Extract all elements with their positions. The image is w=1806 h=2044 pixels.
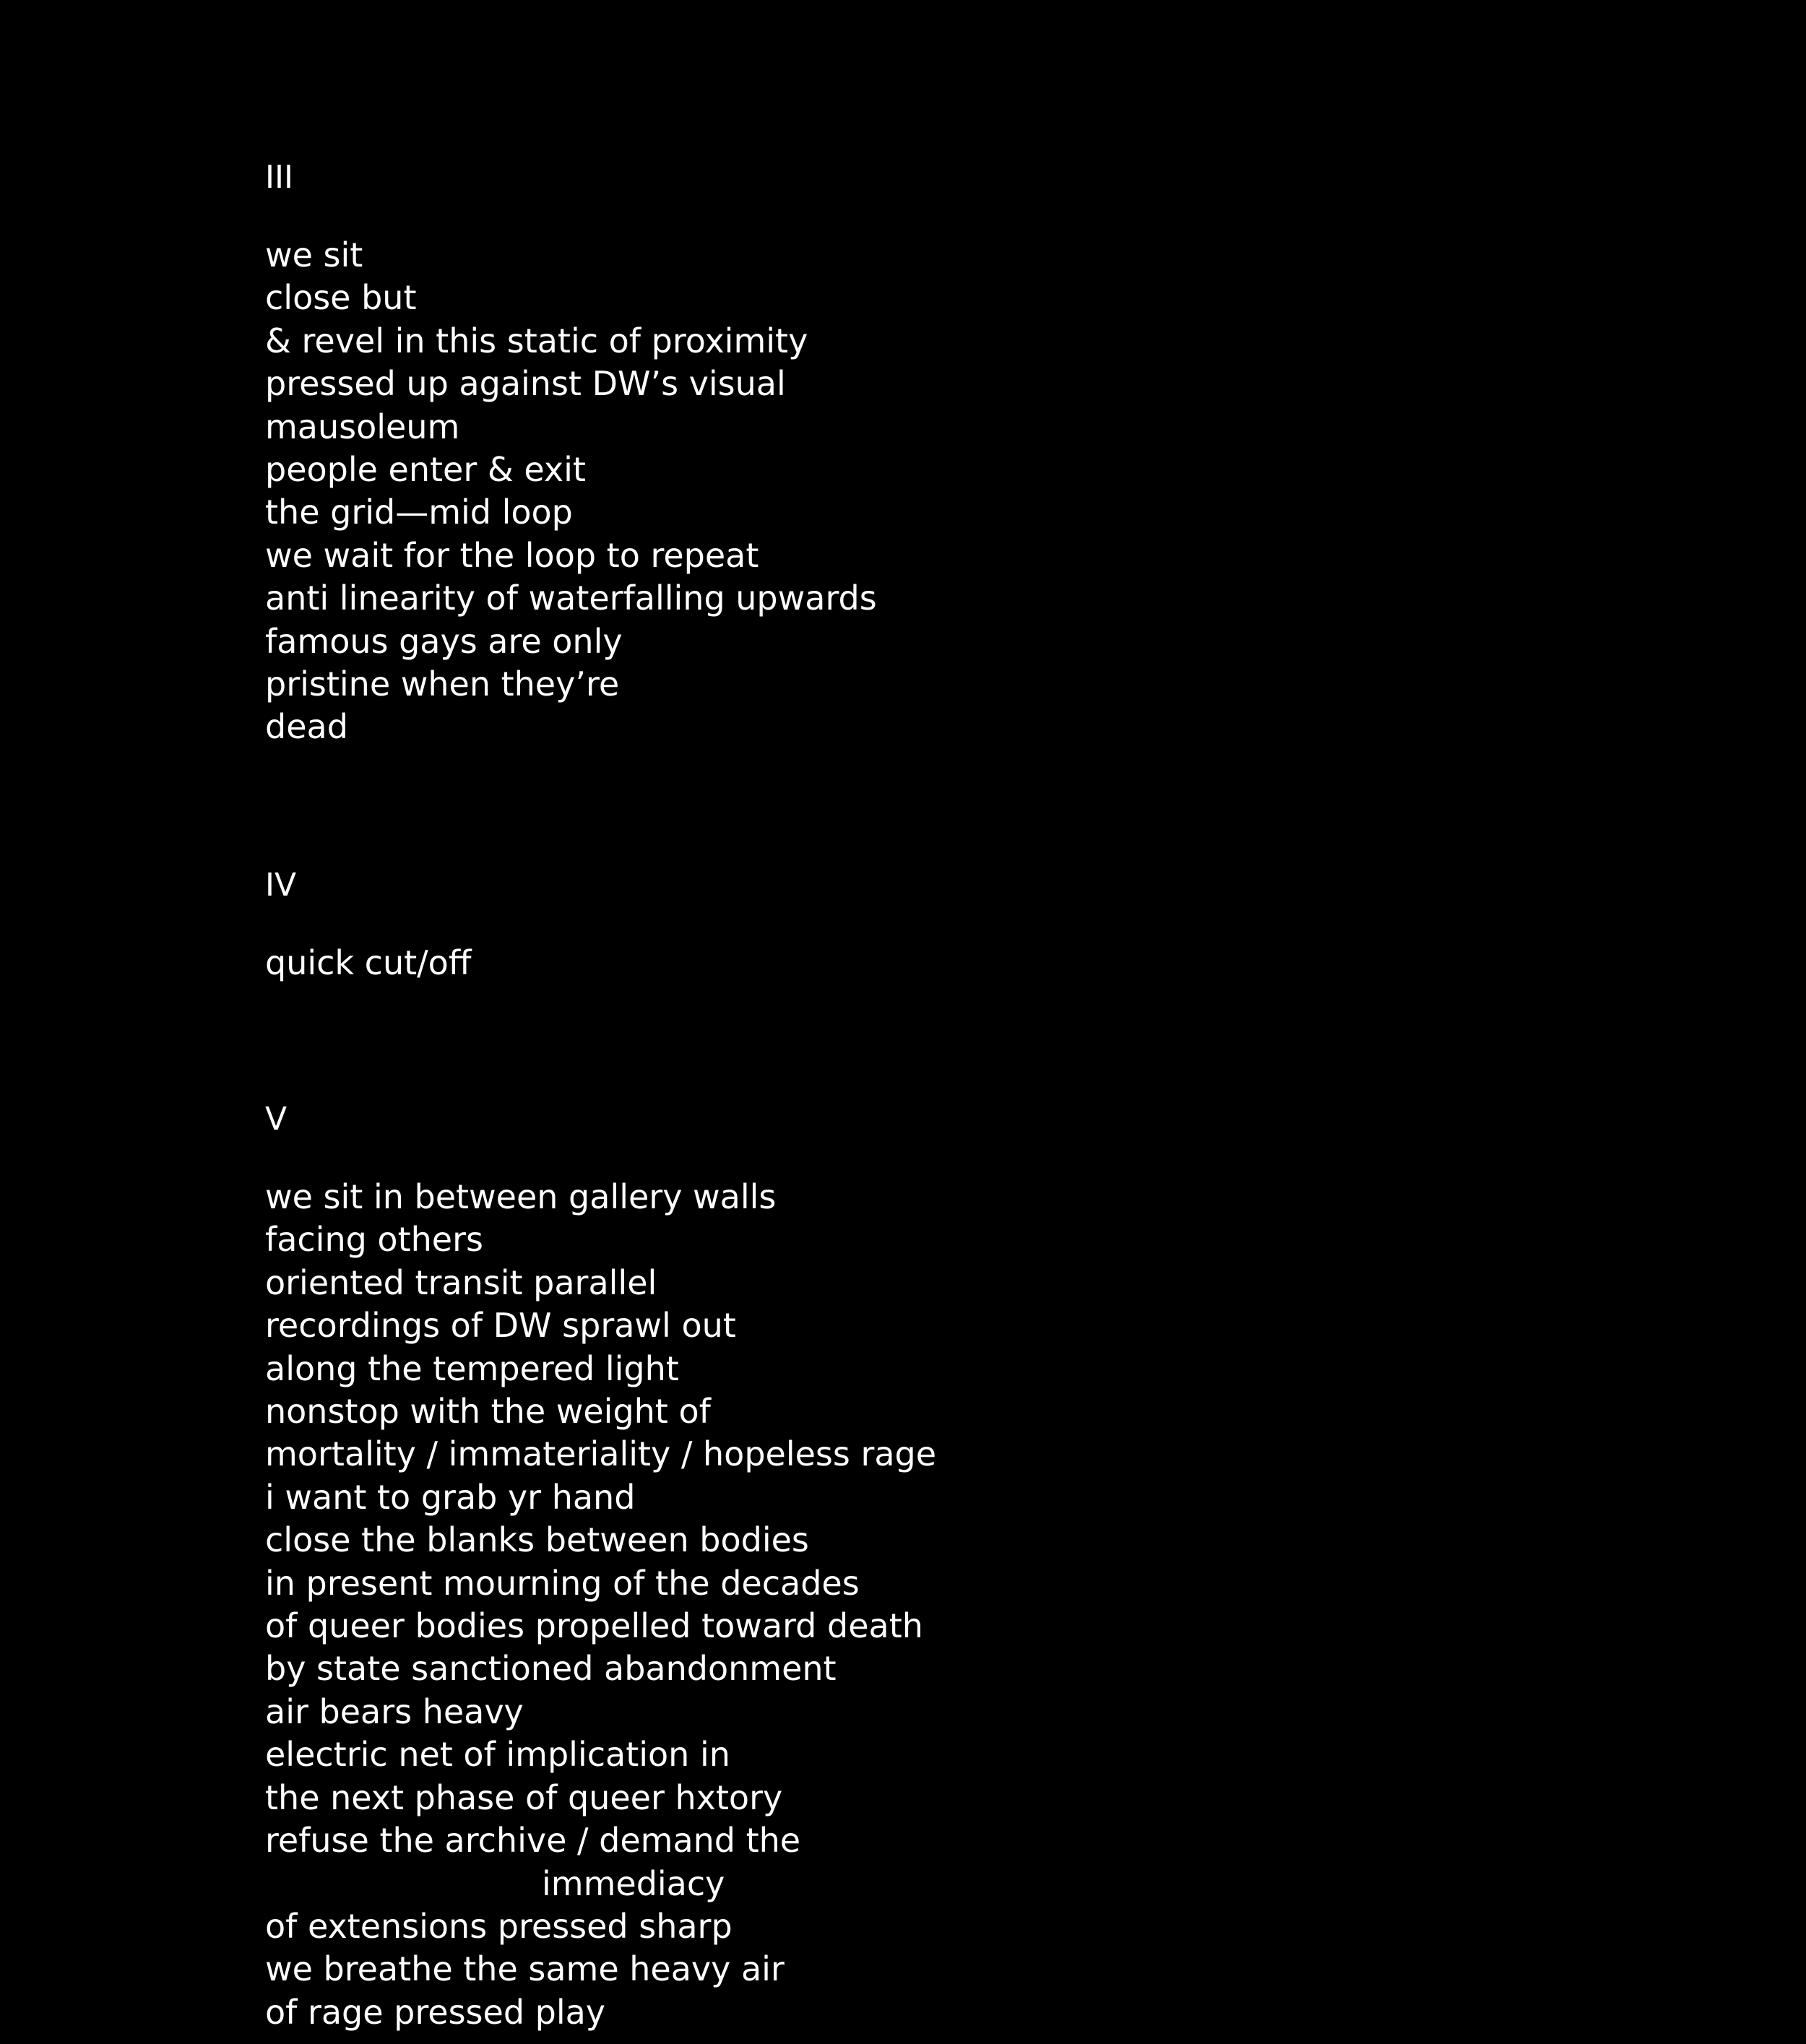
poem-line: we sit in between gallery walls xyxy=(265,1177,777,1216)
poem-line: in present mourning of the decades xyxy=(265,1563,860,1603)
poem-line: we sit xyxy=(265,235,363,274)
poem-section-v xyxy=(265,1098,1638,2034)
poem-line-indented: immediacy xyxy=(542,1863,725,1903)
poem-line: pristine when they’re xyxy=(265,664,620,704)
poem-line: anti linearity of waterfalling upwards xyxy=(265,579,877,618)
poem-line: the grid—mid loop xyxy=(265,493,573,532)
poem-line: close the blanks between bodies xyxy=(265,1520,809,1560)
poem-stanza xyxy=(265,942,1638,984)
poem-line: & revel in this static of proximity xyxy=(265,321,808,360)
poem-line: along the tempered light xyxy=(265,1348,679,1388)
poem-line: mausoleum xyxy=(265,407,460,446)
poem-line: pressed up against DW’s visual xyxy=(265,364,786,404)
poem-stanza xyxy=(265,234,1638,749)
poem-line: we wait for the loop to repeat xyxy=(265,535,759,575)
poem-line: of extensions pressed sharp xyxy=(265,1906,733,1946)
section-heading: IV xyxy=(265,867,297,904)
poem-line: people enter & exit xyxy=(265,450,586,490)
poem-line: quick cut/off xyxy=(265,943,472,982)
poem-line: close but xyxy=(265,278,417,318)
poem-line: i want to grab yr hand xyxy=(265,1477,636,1517)
poem-line: nonstop with the weight of xyxy=(265,1392,711,1432)
section-heading: V xyxy=(265,1101,288,1138)
poem-line: facing others xyxy=(265,1220,483,1260)
poem-line: we breathe the same heavy air xyxy=(265,1949,785,1989)
section-heading: III xyxy=(265,159,293,196)
poem-section-iii xyxy=(265,156,1638,749)
poem-line: electric net of implication in xyxy=(265,1735,730,1775)
poem-line: oriented transit parallel xyxy=(265,1263,657,1302)
poem-line: air bears heavy xyxy=(265,1692,524,1731)
poem-line: dead xyxy=(265,707,348,747)
poem-line: mortality / immateriality / hopeless rage xyxy=(265,1434,937,1474)
poem-line: by state sanctioned abandonment xyxy=(265,1649,837,1689)
poem-line: refuse the archive / demand the xyxy=(265,1821,801,1861)
poem-stanza xyxy=(265,1176,1638,2034)
poem-section-iv xyxy=(265,864,1638,984)
poem-line: of rage pressed play xyxy=(265,1992,606,2032)
poem-line: of queer bodies propelled toward death xyxy=(265,1606,923,1646)
poem-line: famous gays are only xyxy=(265,621,623,661)
poem-line: recordings of DW sprawl out xyxy=(265,1306,736,1346)
poem-line: the next phase of queer hxtory xyxy=(265,1777,783,1817)
